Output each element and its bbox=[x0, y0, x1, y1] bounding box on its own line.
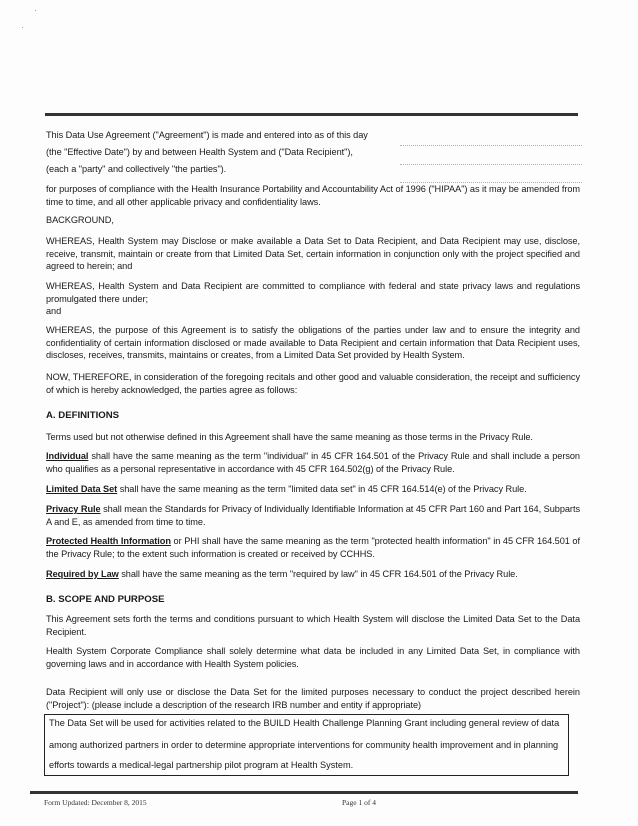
term-privacy-rule: Privacy Rule bbox=[46, 504, 101, 514]
definition-required-by-law bbox=[46, 568, 580, 581]
scope-paragraph-2: Health System Corporate Compliance shall solely determine what data be included in any Limited Data Set, in compliance with governing laws and in accordance with Health System policies. bbox=[46, 646, 580, 669]
definition-text: shall have the same meaning as the term "required by law" in 45 CFR 164.501 of the Privacy Rule. bbox=[118, 569, 518, 579]
scope-paragraph-1: This Agreement sets forth the terms and conditions pursuant to which Health System will disclose the Limited Data Set to the Data Recipient. bbox=[46, 614, 580, 637]
definition-phi bbox=[46, 535, 580, 560]
and-word: and bbox=[46, 306, 62, 316]
definition-text: shall have the same meaning as the term "individual" in 45 CFR 164.501 of the Privacy Rule and shall include a person who qualifies as a personal representative in accordance with 45 CFR 164.502(g) of the Privacy Rule. bbox=[46, 451, 580, 474]
project-description-line-1: The Data Set will be used for activities related to the BUILD Health Challenge Planning Grant including general review of data bbox=[49, 718, 560, 728]
scan-speck bbox=[22, 27, 23, 28]
definition-text: shall have the same meaning as the term "limited data set" in 45 CFR 164.514(e) of the Privacy Rule. bbox=[117, 484, 527, 494]
header-rule bbox=[45, 113, 578, 116]
footer-rule bbox=[30, 791, 578, 794]
definition-privacy-rule bbox=[46, 503, 580, 528]
page-number: Page 1 of 4 bbox=[342, 798, 376, 807]
date-fill-line bbox=[400, 145, 582, 146]
section-b-heading: B. SCOPE AND PURPOSE bbox=[46, 594, 165, 605]
term-protected-health-information: Protected Health Information bbox=[46, 536, 171, 546]
term-limited-data-set: Limited Data Set bbox=[46, 484, 118, 494]
recipient-fill-line bbox=[400, 164, 582, 165]
project-description-line-2: among authorized partners in order to determine appropriate interventions for community health improvement and in planning bbox=[49, 740, 559, 750]
intro-line-2: (the "Effective Date") by and between Health System and ("Data Recipient"), bbox=[46, 147, 353, 157]
definition-text: or PHI shall have the same meaning as the term "protected health information" in 45 CFR 164.501 of the Privacy Rule; to the extent such information is created or received by CCHHS. bbox=[46, 536, 580, 559]
definitions-intro: Terms used but not otherwise defined in this Agreement shall have the same meaning as those terms in the Privacy Rule. bbox=[46, 432, 533, 442]
scope-paragraph-3: Data Recipient will only use or disclose the Data Set for the limited purposes necessary to conduct the project described herein ("Project"): (please include a description of the research IRB number and entity if appropriate) bbox=[46, 687, 580, 710]
section-a-heading: A. DEFINITIONS bbox=[46, 410, 120, 421]
project-description-line-3: efforts towards a medical-legal partnership pilot program at Health System. bbox=[49, 760, 354, 770]
definition-individual bbox=[46, 450, 580, 475]
scan-speck bbox=[35, 10, 36, 11]
intro-line-1: This Data Use Agreement ("Agreement") is made and entered into as of this day bbox=[46, 130, 368, 140]
definition-text: shall mean the Standards for Privacy of Individually Identifiable Information at 45 CFR Part 160 and Part 164, Subparts A and E, as amended from time to time. bbox=[46, 504, 580, 527]
whereas-2: WHEREAS, Health System and Data Recipient are committed to compliance with federal and state privacy laws and regulations promulgated there under; bbox=[46, 281, 580, 304]
project-description-box[interactable] bbox=[44, 714, 569, 776]
background-label: BACKGROUND, bbox=[46, 215, 114, 225]
whereas-3: WHEREAS, the purpose of this Agreement is to satisfy the obligations of the parties under law and to ensure the integrity and confidentiality of certain information disclosed or made available to Data Recipient and certain information that Data Recipient uses, discloses, receives, transmits, maintains or creates, from a Limited Data Set provided by Health System. bbox=[46, 325, 580, 360]
whereas-1: WHEREAS, Health System may Disclose or make available a Data Set to Data Recipient, and Data Recipient may use, disclose, receive, transmit, maintain or create from that Limited Data Set, certain information in conjunction only with the project specified and agreed to herein; and bbox=[46, 236, 580, 271]
intro-line-3: (each a "party" and collectively "the parties"). bbox=[46, 164, 227, 174]
definition-limited-data-set bbox=[46, 483, 580, 496]
form-updated-date: Form Updated: December 8, 2015 bbox=[44, 798, 147, 807]
now-therefore: NOW, THEREFORE, in consideration of the foregoing recitals and other good and valuable consideration, the receipt and sufficiency of which is hereby acknowledged, the parties agree as follows: bbox=[46, 372, 580, 395]
purpose-clause: for purposes of compliance with the Health Insurance Portability and Accountability Act of 1996 ("HIPAA") as it may be amended from time to time, and all other applicable privacy and confidentiality laws. bbox=[46, 184, 580, 207]
term-required-by-law: Required by Law bbox=[46, 569, 119, 579]
term-individual: Individual bbox=[46, 451, 89, 461]
